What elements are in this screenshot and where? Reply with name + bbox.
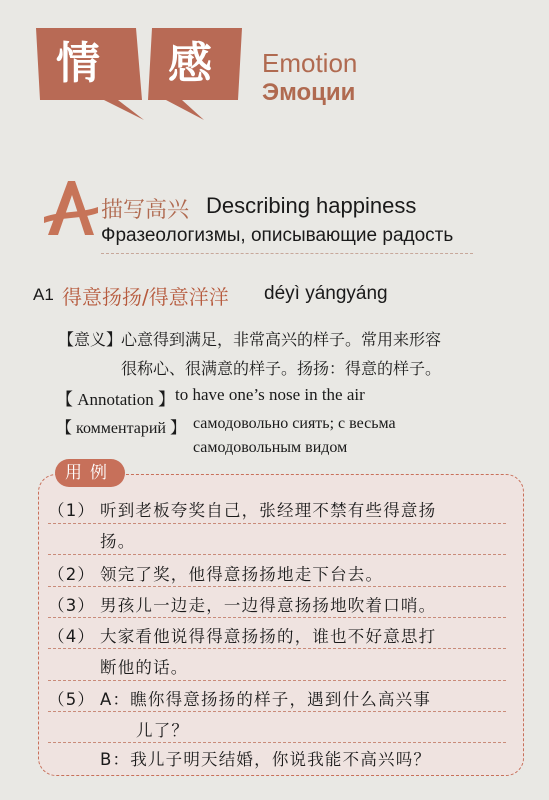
section-title-zh: 描写高兴	[101, 198, 190, 223]
example-4-number: （4）	[48, 627, 96, 646]
example-divider	[48, 554, 506, 555]
entry-term: 得意扬扬/得意洋洋	[62, 285, 229, 309]
section-title-ru: Фразеологизмы, описывающие радость	[101, 225, 454, 246]
annotation-text: to have one’s nose in the air	[175, 385, 365, 404]
section-divider	[101, 253, 473, 254]
example-divider	[48, 523, 506, 524]
entry-number: A1	[33, 285, 54, 304]
annotation-label: 【 Annotation 】	[56, 390, 175, 409]
example-5-number: （5）	[48, 690, 96, 709]
chapter-title-char-1: 情	[56, 38, 100, 89]
entry-pinyin: déyì yángyáng	[264, 283, 388, 304]
example-divider	[48, 711, 506, 712]
example-1-line-1: 听到老板夸奖自己，张经理不禁有些得意扬	[100, 501, 437, 520]
section-logo-letter: A	[62, 220, 64, 222]
example-divider	[48, 617, 506, 618]
example-divider	[48, 648, 506, 649]
comment-line-1: самодовольно сиять; с весьма	[193, 415, 396, 432]
example-3-line-1: 男孩儿一边走，一边得意扬扬地吹着口哨。	[100, 596, 437, 615]
example-3-number: （3）	[48, 596, 96, 615]
example-5-line-2: 儿了？	[136, 721, 190, 740]
example-2-number: （2）	[48, 565, 96, 584]
chapter-title-char-2: 感	[168, 38, 212, 89]
meaning-line-1: 心意得到满足，非常高兴的样子。常用来形容	[121, 330, 442, 349]
example-5-line-3: B：我儿子明天结婚，你说我能不高兴吗？	[100, 750, 432, 769]
example-5-line-1: A：瞧你得意扬扬的样子，遇到什么高兴事	[100, 690, 432, 709]
comment-line-2: самодовольным видом	[193, 439, 348, 456]
example-1-line-2: 扬。	[100, 532, 136, 551]
example-1-number: （1）	[48, 501, 96, 520]
section-a-logo	[42, 177, 98, 239]
example-4-line-2: 断他的话。	[100, 658, 189, 677]
chapter-title-ru: Эмоции	[262, 79, 356, 106]
example-divider	[48, 586, 506, 587]
examples-tab: 用例	[55, 459, 125, 487]
section-title-en: Describing happiness	[206, 193, 417, 218]
comment-label: 【 комментарий 】	[56, 420, 186, 437]
meaning-line-2: 很称心、很满意的样子。扬扬：得意的样子。	[121, 359, 442, 378]
chapter-title-en: Emotion	[262, 48, 358, 78]
example-divider	[48, 742, 506, 743]
meaning-label: 【意义】	[58, 330, 123, 349]
example-divider	[48, 680, 506, 681]
example-2-line-1: 领完了奖，他得意扬扬地走下台去。	[100, 565, 384, 584]
example-4-line-1: 大家看他说得得意扬扬的，谁也不好意思打	[100, 627, 437, 646]
